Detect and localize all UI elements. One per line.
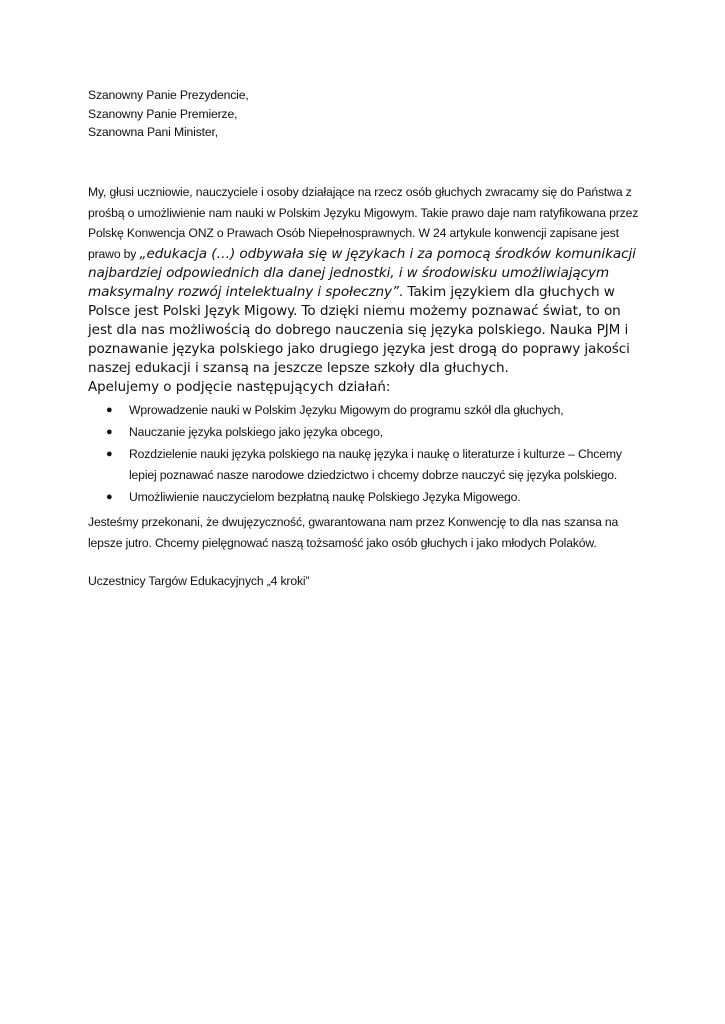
bullet-icon: ● bbox=[106, 448, 113, 460]
appeal-heading: Apelujemy o podjęcie następujących działań: bbox=[88, 380, 391, 395]
list-item-text: Nauczanie języka polskiego jako języka obcego, bbox=[129, 425, 383, 439]
list-item-text: Rozdzielenie nauki języka polskiego na naukę języka i naukę o literaturze i kulturze – Chcemy lepiej poznawać nasze narodowe dziedzictwo i chcemy dobrze nauczyć się języka polskiego. bbox=[129, 447, 622, 482]
signature: Uczestnicy Targów Edukacyjnych „4 kroki” bbox=[88, 574, 310, 588]
closing-paragraph: Jesteśmy przekonani, że dwujęzyczność, gwarantowana nam przez Konwencję to dla nas szansa na lepsze jutro. Chcemy pielęgnować naszą tożsamość jako osób głuchych i jako młodych Polaków. bbox=[88, 515, 619, 550]
intro-text-continued: . Takim językiem dla głuchych w Polsce jest Polski Język Migowy. To dzięki niemu możemy poznawać świat, to on jest dla nas możliwością do dobrego nauczenia się języka polskiego. Nauka PJM i poznawanie języka polskiego jako drugiego języka jest drogą do poprawy jakości naszej edukacji i szansą na jeszcze lepsze szkoły dla głuchych. bbox=[88, 284, 630, 376]
salutation-line: Szanowny Panie Premierze, bbox=[88, 106, 238, 121]
intro-text: My, głusi uczniowie, nauczyciele i osoby działające na rzecz osób głuchych zwracamy się do Państwa z prośbą o umożliwienie nam nauki w Polskim Języku Migowym. Takie prawo daje nam ratyfikowana przez Polskę Konwencja ONZ o Prawach Osób Niepełnosprawnych. W 24 artykule konwencji zapisane jest prawo by bbox=[88, 185, 639, 261]
bullet-icon: ● bbox=[106, 426, 113, 438]
salutation-block bbox=[88, 86, 249, 142]
list-item-text: Umożliwienie nauczycielom bezpłatną naukę Polskiego Języka Migowego. bbox=[129, 489, 521, 504]
list-item-text: Wprowadzenie nauki w Polskim Języku Migowym do programu szkół dla głuchych, bbox=[129, 403, 564, 417]
salutation-line: Szanowna Pani Minister, bbox=[88, 125, 219, 139]
convention-quote: „edukacja (…) odbywała się w językach i za pomocą środków komunikacji najbardziej odpowiednich dla danej jednostki, i w środowisku umożliwiającym maksymalny rozwój intelektualny i społeczny” bbox=[88, 245, 636, 300]
list-item bbox=[88, 487, 648, 508]
appeal-list bbox=[88, 400, 648, 509]
bullet-icon: ● bbox=[106, 404, 113, 416]
list-item bbox=[88, 422, 648, 443]
list-item bbox=[88, 400, 648, 421]
salutation-line: Szanowny Panie Prezydencie, bbox=[88, 88, 249, 102]
intro-paragraph bbox=[88, 182, 643, 378]
bullet-icon: ● bbox=[106, 490, 113, 503]
list-item bbox=[88, 444, 648, 485]
